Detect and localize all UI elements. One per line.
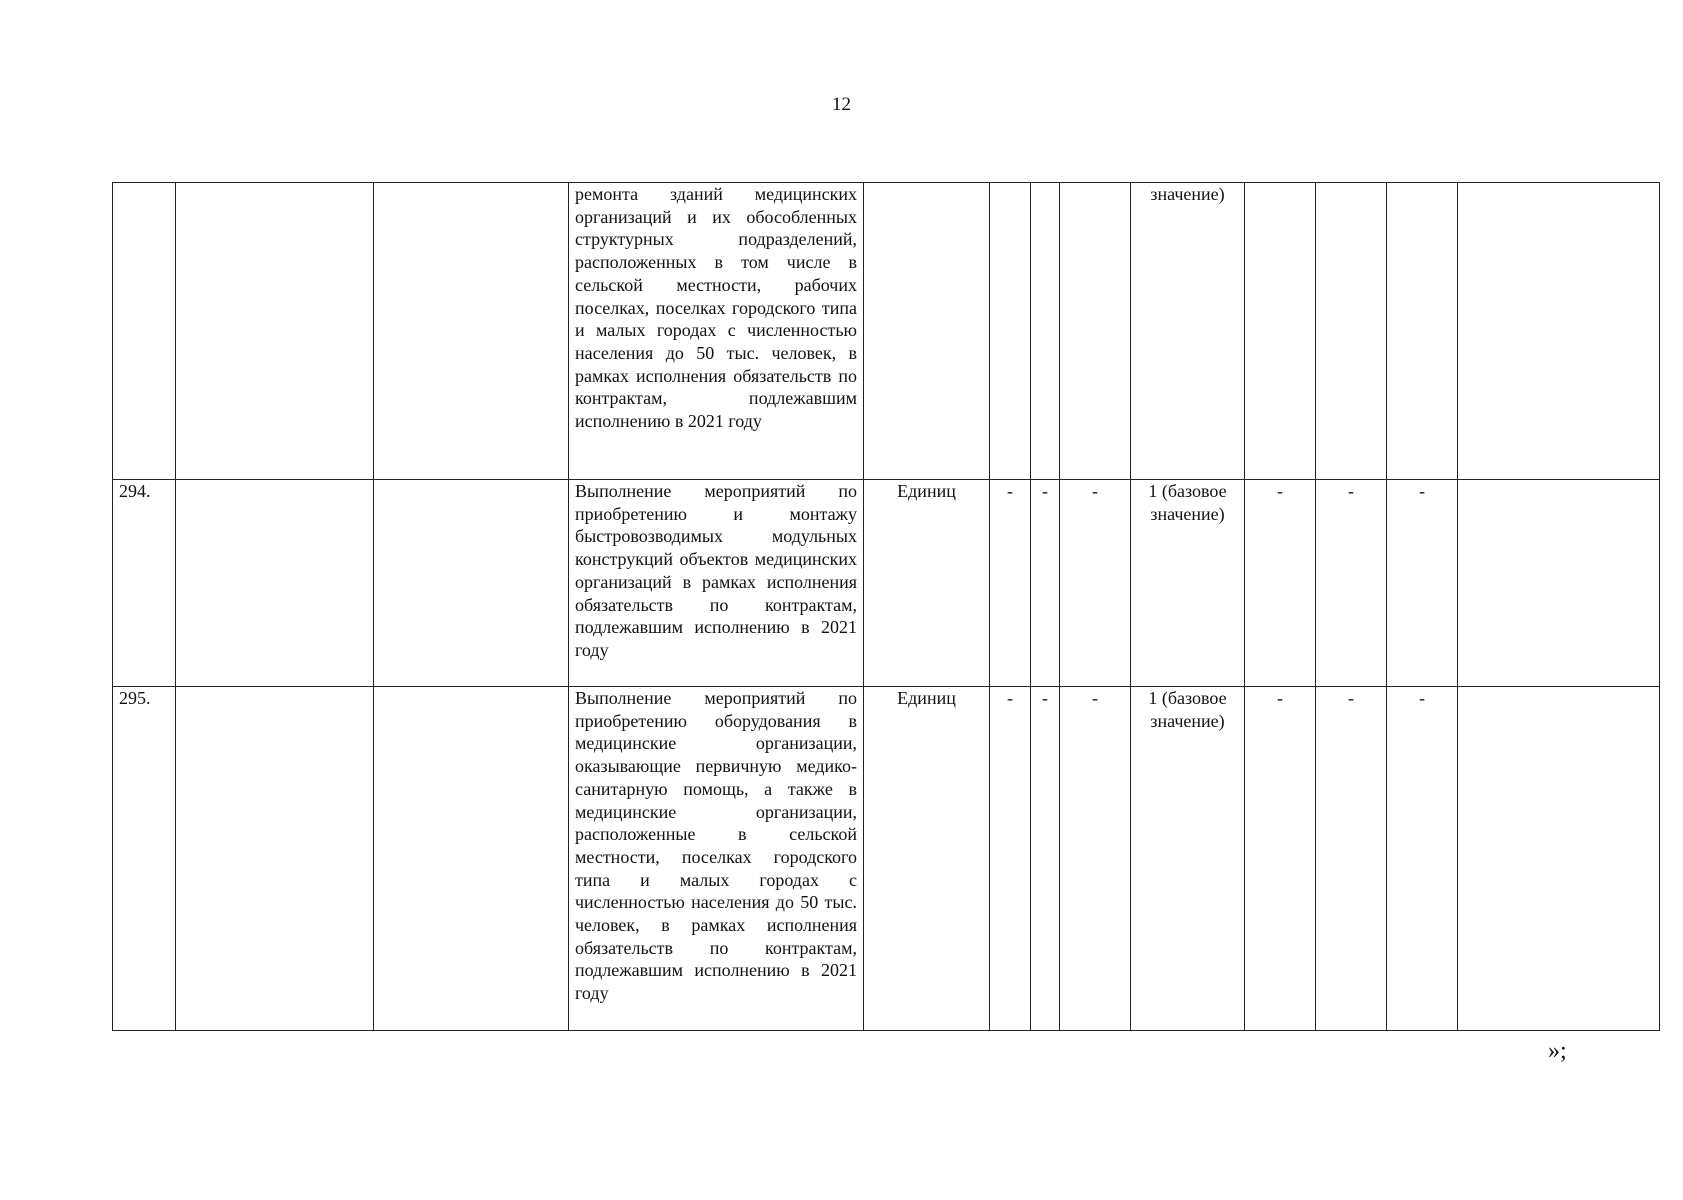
table-cell xyxy=(176,687,374,1031)
table-row xyxy=(113,480,1660,687)
table-row xyxy=(113,687,1660,1031)
value-cell xyxy=(1316,183,1387,480)
value-cell xyxy=(1060,183,1131,480)
value-cell: - xyxy=(1245,480,1316,687)
value-cell: - xyxy=(1031,687,1060,1031)
unit-cell xyxy=(864,183,990,480)
value-cell: - xyxy=(990,687,1031,1031)
table-cell xyxy=(176,183,374,480)
indicator-description: Выполнение мероприятий по приобретению оборудования в медицинские организации, оказывающие первичную медико-санитарную помощь, а также в медицинские организации, расположенные в сельской местности, поселках городского типа и малых городах с численностью населения до 50 тыс. человек, в рамках исполнения обязательств по контрактам, подлежавшим исполнению в 2021 году xyxy=(569,687,864,1031)
value-cell: - xyxy=(1316,687,1387,1031)
unit-cell: Единиц xyxy=(864,687,990,1031)
value-cell: - xyxy=(990,480,1031,687)
indicator-description: Выполнение мероприятий по приобретению и монтажу быстровозводимых модульных конструкций объектов медицинских организаций в рамках исполнения обязательств по контрактам, подлежавшим исполнению в 2021 году xyxy=(569,480,864,687)
value-cell: - xyxy=(1387,687,1458,1031)
page-number: 12 xyxy=(832,94,851,115)
table-row xyxy=(113,183,1660,480)
table-cell xyxy=(1458,183,1660,480)
value-cell: - xyxy=(1060,687,1131,1031)
row-number: 295. xyxy=(113,687,176,1031)
value-cell xyxy=(1387,183,1458,480)
value-cell xyxy=(1031,183,1060,480)
table-cell xyxy=(1458,480,1660,687)
value-cell: - xyxy=(1316,480,1387,687)
base-value-cell: 1 (базовое значение) xyxy=(1131,687,1245,1031)
indicator-description: ремонта зданий медицинских организаций и их обособленных структурных подразделений, расположенных в том числе в сельской местности, рабочих поселках, поселках городского типа и малых городах с численностью населения до 50 тыс. человек, в рамках исполнения обязательств по контрактам, подлежавшим исполнению в 2021 году xyxy=(569,183,864,480)
value-cell xyxy=(1245,183,1316,480)
base-value-cell: 1 (базовое значение) xyxy=(1131,480,1245,687)
closing-quote: »; xyxy=(1548,1038,1567,1064)
base-value-cell: значение) xyxy=(1131,183,1245,480)
row-number: 294. xyxy=(113,480,176,687)
value-cell xyxy=(990,183,1031,480)
table-cell xyxy=(1458,687,1660,1031)
unit-cell: Единиц xyxy=(864,480,990,687)
value-cell: - xyxy=(1387,480,1458,687)
table-cell xyxy=(374,183,569,480)
table-cell xyxy=(374,480,569,687)
value-cell: - xyxy=(1060,480,1131,687)
table-cell xyxy=(374,687,569,1031)
value-cell: - xyxy=(1031,480,1060,687)
row-number xyxy=(113,183,176,480)
indicators-table xyxy=(112,182,1660,1031)
value-cell: - xyxy=(1245,687,1316,1031)
table-cell xyxy=(176,480,374,687)
